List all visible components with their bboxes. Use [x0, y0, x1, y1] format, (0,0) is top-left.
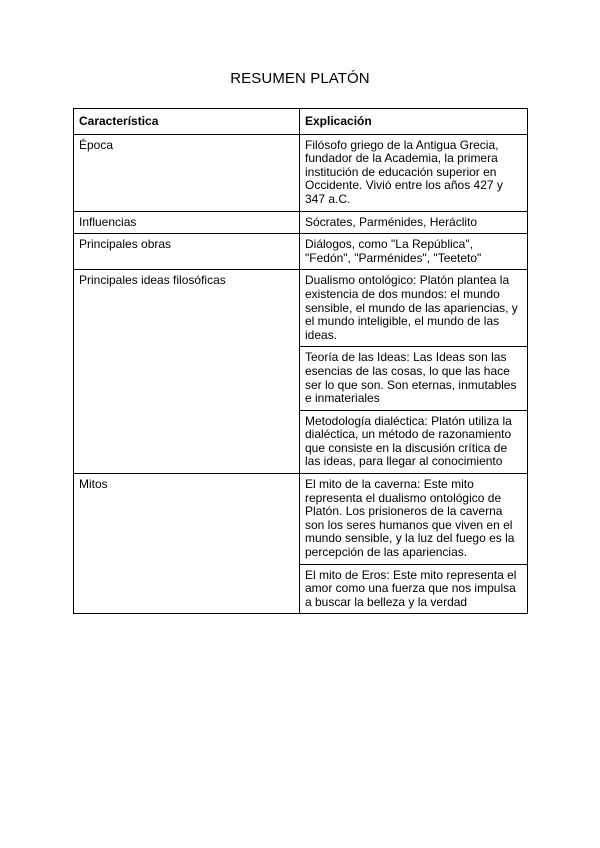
feature-cell-ideas: Principales ideas filosóficas [74, 270, 300, 474]
explanation-cell: Teoría de las Ideas: Las Ideas son las esencias de las cosas, lo que las hace ser lo que son. Son eternas, inmutables e inmateriales [300, 347, 528, 410]
page-title: RESUMEN PLATÓN [230, 70, 370, 87]
explanation-cell: El mito de Eros: Este mito representa el amor como una fuerza que nos impulsa a buscar la belleza y la verdad [300, 564, 528, 614]
explanation-cell: Diálogos, como "La República", "Fedón", "Parménides", "Teeteto" [300, 234, 528, 270]
table-row [74, 211, 528, 234]
explanation-cell: Sócrates, Parménides, Heráclito [300, 211, 528, 234]
feature-cell-obras: Principales obras [74, 234, 300, 270]
explanation-cell: El mito de la caverna: Este mito representa el dualismo ontológico de Platón. Los prisioneros de la caverna son los seres humanos que viven en el mundo sensible, y la luz del fuego es la percepción de las apariencias. [300, 474, 528, 565]
table-row [74, 134, 528, 211]
header-characteristic: Característica [74, 109, 300, 135]
header-explanation: Explicación [300, 109, 528, 135]
table-header-row [74, 109, 528, 135]
feature-cell-mitos: Mitos [74, 474, 300, 614]
explanation-cell: Metodología dialéctica: Platón utiliza la dialéctica, un método de razonamiento que consiste en la discusión crítica de las ideas, para llegar al conocimiento [300, 410, 528, 473]
summary-table [73, 108, 528, 614]
table-row [74, 474, 528, 565]
explanation-cell: Filósofo griego de la Antigua Grecia, fundador de la Academia, la primera institución de educación superior en Occidente. Vivió entre los años 427 y 347 a.C. [300, 134, 528, 211]
table-row [74, 270, 528, 347]
feature-cell-epoca: Época [74, 134, 300, 211]
feature-cell-influencias: Influencias [74, 211, 300, 234]
explanation-cell: Dualismo ontológico: Platón plantea la existencia de dos mundos: el mundo sensible, el mundo de las apariencias, y el mundo inteligible, el mundo de las ideas. [300, 270, 528, 347]
table-row [74, 234, 528, 270]
